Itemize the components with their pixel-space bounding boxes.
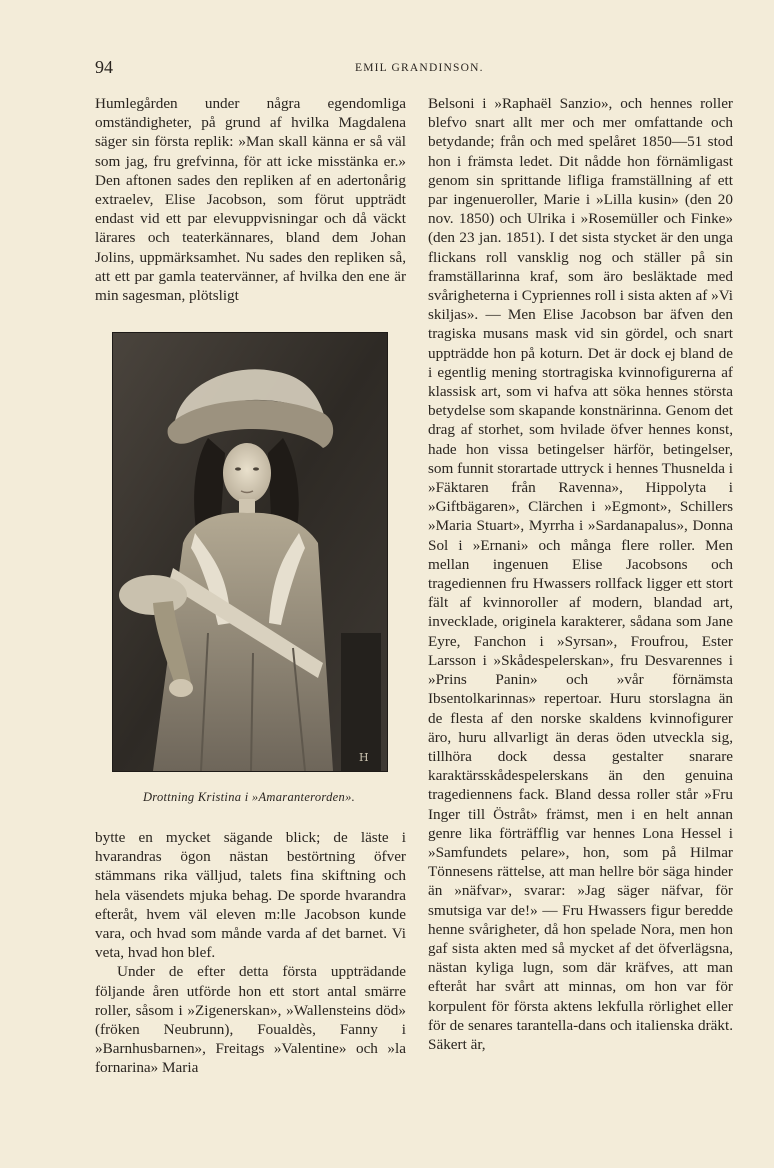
paragraph: Under de efter detta första uppträdande följande åren utförde hon ett stort antal smärre roller, såsom i »Zigenerskan», »Wallensteins död» (fröken Neubrunn), Foualdès, Fanny i »Barnhusbarnen», Freitags »Valentine» och »la fornarina» Maria [95, 963, 406, 1077]
right-column [428, 94, 733, 1054]
left-column-top [95, 94, 406, 305]
paragraph: bytte en mycket sägande blick; de läste i hvarandras ögon nästan bestörtning öfver stämmans rika välljud, talets fina skiftning och hela väsendets mjuka behag. De sporde hvarandra efteråt, hvem väl eleven m:lle Jacobson kunde vara, och hvad som månde varda af det barnet. Vi veta, hvad hon blef. [95, 829, 406, 962]
photographer-monogram: H [359, 751, 369, 764]
paragraph: Belsoni i »Raphaël Sanzio», och hennes roller blefvo snart allt mer och mer omfattande och betydande; från och med spelåret 1850—51 stod hon i främsta ledet. Dit nådde hon förnämligast genom sin sprittande lifliga framställning af ett par ingenueroller, Marie i »Lilla kusin» (den 20 nov. 1850) och Ulrika i »Rosemüller och Finke» (den 23 jan. 1851). I det sista stycket är den unga flickans roll vansklig nog och ställer på sin framställarinna kraf, som äro besläktade med svårigheterna i Cypriennes roll i sista akten af »Vi skiljas». — Men Elise Jacobson bar äfven den tragiska musans mask vid sin gördel, och snart uppträdde hon på koturn. Det är dock ej bland de i egentlig mening stortragiska kvinnofigurerna af klassisk art, som vi hafva att söka hennes största betydelse som skapande konstnärinna. Genom det drag af storhet, som hvilade öfver hennes konst, hade hon vissa betingelser härför, betingelser, som funnit storartade uttryck i hennes Thusnelda i »Fäktaren från Ravenna», Hippolyta i »Giftbägaren», Clärchen i »Egmont», Schillers »Maria Stuart», Myrrha i »Sardanapalus», Donna Sol i »Ernani» och många flere roller. Men mellan ingenuen Elise Jacobsons och tragediennen fru Hwassers rollfack ligger ett stort fält af kvinnoroller af modern, blandad art, invecklade, originela karakterer, sådana som Jane Eyre, Fanchon i »Syrsan», Froufrou, Ester Larsson i »Skådespelerskan», fru Desvarennes i »Prins Panin» och »vår förnämsta Ibsentolkarinnas» repertoar. Huru storslagna än de flesta af den norske skaldens kvinnofigurer äro, huru allvarligt än deras öden utveckla sig, tillhöra dock dessa gestalter snarare karaktärsskådespelerskans än den genuina tragediennens fack. Bland dessa roller står »Fru Inger till Östråt» främst, men i en helt annan genre lika förträfflig var hennes Lona Hessel i »Samfundets pelare», hon, som på Hilmar Tönnesens rättelse, att man hellre bör säga hinder än »näfvar», svarar: »Jag säger näfvar, för smutsiga var de!» — Fru Hwassers figur beredde henne svårigheter, då hon spelade Nora, men hon gaf sista akten med så mycket af det öfverlägsna, nästan kyliga lugn, som där kräfves, att man efteråt har svårt att minnas, om hon var för korpulent för första aktens lekfulla rörlighet eller för de senares tarantella-dans och italienska dräkt. Säkert är, [428, 95, 733, 1053]
portrait-figure [113, 333, 387, 771]
page-number: 94 [95, 57, 113, 77]
running-title: EMIL GRANDINSON. [355, 62, 484, 74]
left-column-bottom [95, 828, 406, 1078]
figure-caption: Drottning Kristina i »Amaranterorden». [142, 790, 356, 804]
paragraph: Humlegården under några egendomliga omständigheter, på grund af hvilka Magdalena säger sin första replik: »Man skall känna er så väl som jag, fru grefvinna, för att icke misstänka er.» Den aftonen sades den repliken af en adertonårig extraelev, Elise Jacobson, som förut uppträdt endast vid ett par elevuppvisningar och då väckt lärares och teaterkännares, bland dem Johan Jolins, uppmärksamhet. Nu sades den repliken så, att ett par gamla teatervänner, af hvilka den ene är min sagesman, plötsligt [95, 95, 406, 305]
portrait-photograph [112, 332, 388, 772]
